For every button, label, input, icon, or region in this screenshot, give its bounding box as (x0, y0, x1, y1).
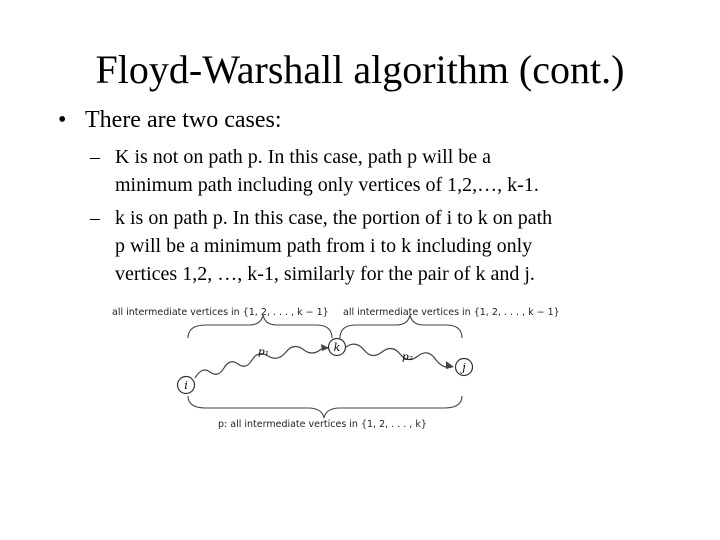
subbullet-line: k is on path p. In this case, the portion of i to k on path (115, 207, 553, 229)
subbullet-line: K is not on path p. In this case, path p will be a (115, 146, 492, 168)
path-p1-label: p₁ (258, 346, 269, 358)
path-p1-arrowhead (321, 344, 329, 351)
top-right-brace (340, 315, 462, 338)
subbullet-line: minimum path including only vertices of 1,2,…, k-1. (115, 174, 539, 196)
top-left-brace (188, 315, 332, 338)
path-decomposition-diagram (100, 298, 580, 438)
subbullet-line: vertices 1,2, …, k-1, similarly for the pair of k and j. (115, 263, 535, 285)
top-right-label: all intermediate vertices in {1, 2, . . . , k − 1} (343, 307, 560, 318)
subbullet-marker: – (90, 146, 100, 168)
subbullet-marker: – (90, 207, 100, 229)
node-k-label: k (333, 341, 341, 354)
slide-title: Floyd-Warshall algorithm (cont.) (95, 47, 625, 92)
bullet-item (58, 104, 282, 136)
bottom-label: p: all intermediate vertices in {1, 2, . . . , k} (218, 419, 427, 430)
bottom-brace (188, 396, 462, 418)
path-p2-label: p₂ (402, 351, 413, 363)
top-left-label: all intermediate vertices in {1, 2, . . . , k − 1} (112, 307, 329, 318)
bullet-text: There are two cases: (85, 107, 282, 133)
node-j-label: j (462, 361, 466, 374)
path-p2-arrowhead (446, 361, 454, 369)
path-p2 (346, 344, 452, 367)
bullet-marker: • (58, 107, 67, 133)
node-i-label: i (184, 379, 188, 392)
subbullet-line: p will be a minimum path from i to k including only (115, 235, 533, 257)
